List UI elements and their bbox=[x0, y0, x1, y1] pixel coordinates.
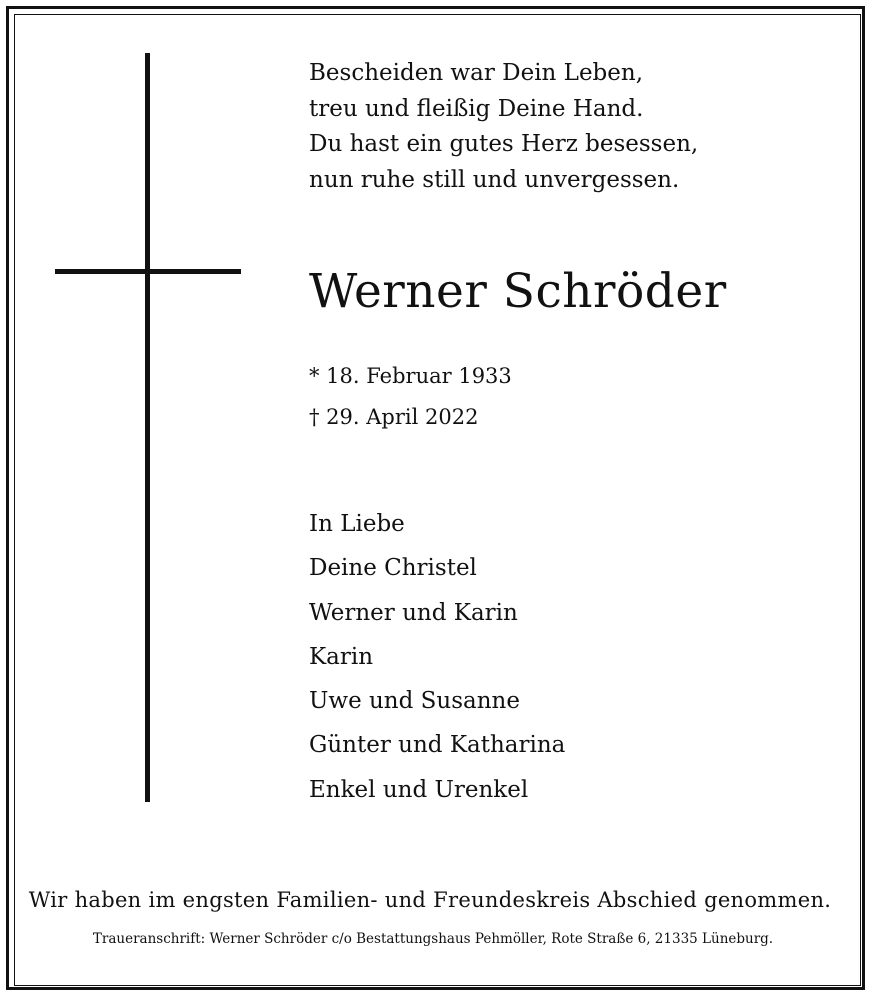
mourner-line: Karin bbox=[309, 643, 374, 670]
life-dates bbox=[309, 360, 512, 442]
death-date: † 29. April 2022 bbox=[309, 405, 479, 429]
mourner-line: Uwe und Susanne bbox=[309, 688, 520, 715]
mourner-line: Deine Christel bbox=[309, 555, 477, 582]
mourners-list bbox=[309, 506, 565, 816]
mourner-line: Werner und Karin bbox=[309, 599, 518, 626]
deceased-name: Werner Schröder bbox=[309, 264, 727, 319]
mourner-line: In Liebe bbox=[309, 511, 405, 537]
mourner-line: Enkel und Urenkel bbox=[309, 776, 529, 803]
poem-line: treu und fleißig Deine Hand. bbox=[309, 95, 644, 122]
farewell-statement: Wir haben im engsten Familien- und Freundeskreis Abschied genommen. bbox=[28, 888, 832, 912]
poem-line: Bescheiden war Dein Leben, bbox=[309, 60, 644, 86]
poem-line: nun ruhe still und unvergessen. bbox=[309, 166, 680, 193]
memorial-poem bbox=[309, 56, 698, 198]
cross-vertical-bar bbox=[145, 53, 150, 802]
birth-date: * 18. Februar 1933 bbox=[309, 364, 512, 388]
mourning-address: Traueranschrift: Werner Schröder c/o Bestattungshaus Pehmöller, Rote Straße 6, 21335 Lüneburg. bbox=[92, 931, 774, 947]
cross-horizontal-bar bbox=[55, 269, 241, 274]
mourner-line: Günter und Katharina bbox=[309, 732, 566, 759]
poem-line: Du hast ein gutes Herz besessen, bbox=[309, 131, 699, 157]
